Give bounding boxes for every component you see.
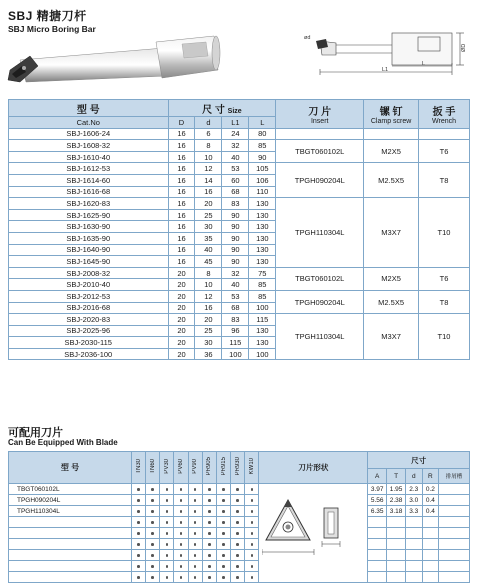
size-d-cell: 10 bbox=[195, 279, 222, 291]
size-D-cell: 16 bbox=[168, 151, 195, 163]
dim-header-d: d bbox=[406, 469, 423, 484]
size-L1-cell: 90 bbox=[222, 256, 249, 268]
dim-d-cell: 3.0 bbox=[406, 495, 423, 506]
insert-side-view-icon bbox=[322, 508, 340, 547]
compat-dot bbox=[236, 499, 239, 502]
dim-header-A: A bbox=[368, 469, 387, 484]
size-D-cell: 16 bbox=[168, 198, 195, 210]
table-row bbox=[9, 128, 470, 140]
size-D-cell: 16 bbox=[168, 244, 195, 256]
compat-dot bbox=[180, 488, 183, 491]
compat-dot bbox=[236, 554, 239, 557]
size-d-cell: 8 bbox=[195, 140, 222, 152]
size-L1-cell: 90 bbox=[222, 209, 249, 221]
insert-shape-illustration bbox=[262, 490, 354, 570]
compat-dot bbox=[251, 554, 254, 557]
compat-dot bbox=[194, 565, 197, 568]
table-row bbox=[9, 314, 470, 326]
compat-dot bbox=[194, 488, 197, 491]
boring-bar-drawing bbox=[300, 25, 476, 95]
cat-no-cell: SBJ-1608-32 bbox=[9, 140, 169, 152]
compat-dot bbox=[222, 488, 225, 491]
size-D-cell: 20 bbox=[168, 314, 195, 326]
compat-dot bbox=[166, 565, 169, 568]
blade-row bbox=[9, 506, 470, 517]
dim-chip-cell bbox=[439, 495, 470, 506]
dim-A-cell: 5.56 bbox=[368, 495, 387, 506]
blade-model-cell bbox=[9, 539, 132, 550]
compat-dot bbox=[166, 521, 169, 524]
compat-dot bbox=[194, 510, 197, 513]
size-d-cell: 36 bbox=[195, 348, 222, 360]
blade-row bbox=[9, 517, 470, 528]
size-L-cell: 106 bbox=[249, 174, 276, 186]
compat-dot bbox=[194, 543, 197, 546]
size-d-cell: 16 bbox=[195, 186, 222, 198]
size-L-cell: 130 bbox=[249, 244, 276, 256]
compat-dot bbox=[151, 565, 154, 568]
dim-R-cell: 0.2 bbox=[422, 484, 439, 495]
header-col-d: d bbox=[195, 117, 222, 129]
dim-T-cell: 2.38 bbox=[387, 495, 406, 506]
compat-dot bbox=[251, 543, 254, 546]
grade-header: KW10 bbox=[248, 458, 255, 475]
dim-chip-cell bbox=[439, 506, 470, 517]
blade-row bbox=[9, 572, 470, 583]
size-L1-cell: 83 bbox=[222, 314, 249, 326]
table-row bbox=[9, 267, 470, 279]
blade-section-title: 可配用刀片 bbox=[8, 427, 63, 439]
size-L-cell: 80 bbox=[249, 128, 276, 140]
compat-dot bbox=[180, 521, 183, 524]
cat-no-cell: SBJ-2030-115 bbox=[9, 337, 169, 349]
d-dim-label: ød bbox=[304, 35, 311, 41]
size-d-cell: 14 bbox=[195, 174, 222, 186]
insert-cell: TPGH110304L bbox=[276, 198, 364, 268]
cat-no-cell: SBJ-2036-100 bbox=[9, 348, 169, 360]
compat-dot bbox=[236, 543, 239, 546]
compat-dot bbox=[208, 554, 211, 557]
compat-dot bbox=[222, 543, 225, 546]
size-L-cell: 110 bbox=[249, 186, 276, 198]
size-L1-cell: 32 bbox=[222, 267, 249, 279]
blade-model-cell bbox=[9, 550, 132, 561]
size-L1-cell: 115 bbox=[222, 337, 249, 349]
size-L-cell: 85 bbox=[249, 290, 276, 302]
compat-dot bbox=[166, 499, 169, 502]
size-D-cell: 16 bbox=[168, 140, 195, 152]
cat-no-cell: SBJ-1606-24 bbox=[9, 128, 169, 140]
compat-dot bbox=[208, 488, 211, 491]
header-size-en: Size bbox=[227, 107, 242, 115]
size-d-cell: 45 bbox=[195, 256, 222, 268]
size-L1-cell: 90 bbox=[222, 244, 249, 256]
blade-row bbox=[9, 484, 470, 495]
blade-compat-table bbox=[8, 451, 470, 583]
blade-model-cell: TPGH110304L bbox=[9, 506, 132, 517]
insert-cell bbox=[276, 128, 364, 140]
compat-dot bbox=[180, 576, 183, 579]
table-row bbox=[9, 198, 470, 210]
compat-dot bbox=[208, 499, 211, 502]
compat-dot bbox=[251, 499, 254, 502]
boring-bar-spec-table bbox=[8, 99, 470, 360]
compat-dot bbox=[180, 554, 183, 557]
cat-no-cell: SBJ-1612-53 bbox=[9, 163, 169, 175]
compat-dot bbox=[251, 565, 254, 568]
dim-A-cell: 3.97 bbox=[368, 484, 387, 495]
size-L1-cell: 90 bbox=[222, 232, 249, 244]
size-d-cell: 6 bbox=[195, 128, 222, 140]
header-model-en: Cat.No bbox=[9, 117, 169, 129]
compat-dot bbox=[137, 521, 140, 524]
wrench-cell: T10 bbox=[419, 198, 470, 268]
blade-model-cell bbox=[9, 528, 132, 539]
insert-cell: TPGH090204L bbox=[276, 290, 364, 313]
header-insert-cn: 刀 片 bbox=[308, 106, 332, 118]
size-D-cell: 16 bbox=[168, 174, 195, 186]
dim-header-R: R bbox=[422, 469, 439, 484]
dim-chip-cell bbox=[439, 484, 470, 495]
compat-dot bbox=[180, 565, 183, 568]
blade-model-cell: TPGH090204L bbox=[9, 495, 132, 506]
size-L-cell: 85 bbox=[249, 279, 276, 291]
size-L1-cell: 68 bbox=[222, 186, 249, 198]
wrench-cell: T8 bbox=[419, 290, 470, 313]
dim-T-cell: 3.18 bbox=[387, 506, 406, 517]
size-D-cell: 20 bbox=[168, 337, 195, 349]
cat-no-cell: SBJ-1625-90 bbox=[9, 209, 169, 221]
dim-R-cell: 0.4 bbox=[422, 506, 439, 517]
size-D-cell: 20 bbox=[168, 279, 195, 291]
dim-d-cell: 2.3 bbox=[406, 484, 423, 495]
cat-no-cell: SBJ-2012-53 bbox=[9, 290, 169, 302]
screw-cell bbox=[364, 128, 419, 140]
compat-dot bbox=[208, 543, 211, 546]
compat-dot bbox=[151, 499, 154, 502]
compat-dot bbox=[208, 521, 211, 524]
size-d-cell: 20 bbox=[195, 314, 222, 326]
blade-model-cell bbox=[9, 517, 132, 528]
header-wrench-en: Wrench bbox=[432, 117, 457, 125]
size-L-cell: 130 bbox=[249, 232, 276, 244]
compat-dot bbox=[194, 576, 197, 579]
blade-row bbox=[9, 539, 470, 550]
compat-dot bbox=[137, 532, 140, 535]
compat-dot bbox=[222, 499, 225, 502]
size-L-cell: 130 bbox=[249, 256, 276, 268]
size-d-cell: 12 bbox=[195, 290, 222, 302]
size-d-cell: 30 bbox=[195, 221, 222, 233]
compat-dot bbox=[137, 565, 140, 568]
blade-row bbox=[9, 550, 470, 561]
size-D-cell: 16 bbox=[168, 256, 195, 268]
blade-header-model: 型 号 bbox=[9, 452, 132, 484]
cat-no-cell: SBJ-2025-96 bbox=[9, 325, 169, 337]
size-d-cell: 35 bbox=[195, 232, 222, 244]
header-col-L: L bbox=[249, 117, 276, 129]
grade-header: TN60 bbox=[149, 459, 156, 474]
compat-dot bbox=[251, 510, 254, 513]
compat-dot bbox=[208, 532, 211, 535]
size-L1-cell: 53 bbox=[222, 163, 249, 175]
blade-model-cell bbox=[9, 561, 132, 572]
grade-header: PR905 bbox=[206, 457, 213, 476]
compat-dot bbox=[236, 532, 239, 535]
size-D-cell: 16 bbox=[168, 128, 195, 140]
size-L-cell: 115 bbox=[249, 314, 276, 326]
insert-cell: TBGT060102L bbox=[276, 267, 364, 290]
compat-dot bbox=[194, 499, 197, 502]
size-d-cell: 40 bbox=[195, 244, 222, 256]
compat-dot bbox=[251, 521, 254, 524]
l1-dim-label: L1 bbox=[382, 67, 389, 73]
size-L1-cell: 90 bbox=[222, 221, 249, 233]
blade-model-cell: TBGT060102L bbox=[9, 484, 132, 495]
compat-dot bbox=[236, 576, 239, 579]
cat-no-cell: SBJ-1640-90 bbox=[9, 244, 169, 256]
compat-dot bbox=[137, 543, 140, 546]
size-D-cell: 16 bbox=[168, 163, 195, 175]
size-d-cell: 12 bbox=[195, 163, 222, 175]
size-L-cell: 100 bbox=[249, 348, 276, 360]
size-D-cell: 20 bbox=[168, 325, 195, 337]
blade-row bbox=[9, 561, 470, 572]
compat-dot bbox=[151, 510, 154, 513]
size-L-cell: 75 bbox=[249, 267, 276, 279]
compat-dot bbox=[151, 576, 154, 579]
cat-no-cell: SBJ-2010-40 bbox=[9, 279, 169, 291]
header-screw-en: Clamp screw bbox=[370, 117, 412, 125]
wrench-cell: T8 bbox=[419, 163, 470, 198]
compat-dot bbox=[251, 576, 254, 579]
size-L1-cell: 68 bbox=[222, 302, 249, 314]
compat-dot bbox=[166, 576, 169, 579]
cat-no-cell: SBJ-1620-83 bbox=[9, 198, 169, 210]
compat-dot bbox=[251, 488, 254, 491]
header-screw-cn: 镙 钉 bbox=[379, 106, 403, 118]
cat-no-cell: SBJ-1645-90 bbox=[9, 256, 169, 268]
grade-header: PR930 bbox=[234, 457, 241, 476]
screw-cell: M2.5X5 bbox=[364, 163, 419, 198]
size-d-cell: 30 bbox=[195, 337, 222, 349]
insert-cell: TPGH110304L bbox=[276, 314, 364, 360]
size-d-cell: 20 bbox=[195, 198, 222, 210]
compat-dot bbox=[166, 543, 169, 546]
cat-no-cell: SBJ-2020-83 bbox=[9, 314, 169, 326]
compat-dot bbox=[222, 576, 225, 579]
size-D-cell: 20 bbox=[168, 302, 195, 314]
size-L-cell: 130 bbox=[249, 337, 276, 349]
size-d-cell: 8 bbox=[195, 267, 222, 279]
size-L1-cell: 24 bbox=[222, 128, 249, 140]
compat-dot bbox=[222, 510, 225, 513]
cat-no-cell: SBJ-1610-40 bbox=[9, 151, 169, 163]
header-model-cn: 型 号 bbox=[76, 104, 100, 116]
l-dim-label: L bbox=[422, 61, 426, 67]
D-dim-label: ØD bbox=[461, 43, 467, 52]
table-row bbox=[9, 163, 470, 175]
compat-dot bbox=[137, 554, 140, 557]
size-D-cell: 16 bbox=[168, 186, 195, 198]
size-D-cell: 16 bbox=[168, 221, 195, 233]
dim-header-chip: 排屑槽 bbox=[439, 469, 470, 484]
size-d-cell: 25 bbox=[195, 209, 222, 221]
wrench-cell: T6 bbox=[419, 140, 470, 163]
size-L-cell: 90 bbox=[249, 151, 276, 163]
size-d-cell: 16 bbox=[195, 302, 222, 314]
compat-dot bbox=[166, 488, 169, 491]
compat-dot bbox=[236, 521, 239, 524]
compat-dot bbox=[180, 510, 183, 513]
size-D-cell: 20 bbox=[168, 267, 195, 279]
header-col-D: D bbox=[168, 117, 195, 129]
grade-header: PV60 bbox=[178, 459, 185, 474]
size-L1-cell: 100 bbox=[222, 348, 249, 360]
size-L1-cell: 32 bbox=[222, 140, 249, 152]
blade-model-cell bbox=[9, 572, 132, 583]
compat-dot bbox=[222, 554, 225, 557]
size-L-cell: 130 bbox=[249, 198, 276, 210]
page-title: SBJ 精搪刀杆 bbox=[8, 9, 87, 23]
size-L1-cell: 53 bbox=[222, 290, 249, 302]
grade-header: PV90 bbox=[192, 459, 199, 474]
insert-cell: TPGH090204L bbox=[276, 163, 364, 198]
cat-no-cell: SBJ-1635-90 bbox=[9, 232, 169, 244]
wrench-cell bbox=[419, 128, 470, 140]
compat-dot bbox=[194, 521, 197, 524]
compat-dot bbox=[194, 532, 197, 535]
compat-dot bbox=[222, 521, 225, 524]
compat-dot bbox=[180, 543, 183, 546]
screw-cell: M3X7 bbox=[364, 198, 419, 268]
wrench-cell: T6 bbox=[419, 267, 470, 290]
compat-dot bbox=[137, 510, 140, 513]
cat-no-cell: SBJ-1614-60 bbox=[9, 174, 169, 186]
compat-dot bbox=[222, 565, 225, 568]
compat-dot bbox=[137, 499, 140, 502]
table-row bbox=[9, 140, 470, 152]
dim-header-T: T bbox=[387, 469, 406, 484]
dim-A-cell: 6.35 bbox=[368, 506, 387, 517]
table-row bbox=[9, 290, 470, 302]
compat-dot bbox=[208, 510, 211, 513]
insert-cell: TBGT060102L bbox=[276, 140, 364, 163]
cat-no-cell: SBJ-1616-68 bbox=[9, 186, 169, 198]
size-L-cell: 130 bbox=[249, 221, 276, 233]
compat-dot bbox=[236, 565, 239, 568]
size-L-cell: 130 bbox=[249, 325, 276, 337]
header-insert-en: Insert bbox=[310, 117, 329, 125]
compat-dot bbox=[180, 532, 183, 535]
grade-header: TN30 bbox=[135, 459, 142, 474]
header-col-L1: L1 bbox=[222, 117, 249, 129]
screw-cell: M3X7 bbox=[364, 314, 419, 360]
compat-dot bbox=[151, 532, 154, 535]
blade-row bbox=[9, 528, 470, 539]
blade-header-shape: 刀片形状 bbox=[259, 452, 368, 484]
size-L1-cell: 40 bbox=[222, 279, 249, 291]
screw-cell: M2.5X5 bbox=[364, 290, 419, 313]
compat-dot bbox=[194, 554, 197, 557]
compat-dot bbox=[137, 488, 140, 491]
compat-dot bbox=[166, 510, 169, 513]
page-subtitle: SBJ Micro Boring Bar bbox=[8, 24, 96, 34]
compat-dot bbox=[151, 488, 154, 491]
blade-row bbox=[9, 495, 470, 506]
boring-bar-photo bbox=[6, 34, 226, 94]
size-D-cell: 16 bbox=[168, 209, 195, 221]
compat-dot bbox=[166, 532, 169, 535]
size-L-cell: 105 bbox=[249, 163, 276, 175]
wrench-cell: T10 bbox=[419, 314, 470, 360]
cat-no-cell: SBJ-2016-68 bbox=[9, 302, 169, 314]
header-size-cn: 尺 寸 bbox=[202, 104, 225, 116]
compat-dot bbox=[251, 532, 254, 535]
compat-dot bbox=[236, 510, 239, 513]
compat-dot bbox=[208, 576, 211, 579]
size-d-cell: 10 bbox=[195, 151, 222, 163]
compat-dot bbox=[151, 543, 154, 546]
compat-dot bbox=[151, 554, 154, 557]
cat-no-cell: SBJ-1630-90 bbox=[9, 221, 169, 233]
size-d-cell: 25 bbox=[195, 325, 222, 337]
compat-dot bbox=[236, 488, 239, 491]
screw-cell: M2X5 bbox=[364, 267, 419, 290]
header-wrench-cn: 扳 手 bbox=[432, 106, 456, 118]
compat-dot bbox=[208, 565, 211, 568]
size-L-cell: 100 bbox=[249, 302, 276, 314]
size-D-cell: 20 bbox=[168, 290, 195, 302]
dim-R-cell: 0.4 bbox=[422, 495, 439, 506]
size-D-cell: 16 bbox=[168, 232, 195, 244]
grade-header: PV30 bbox=[163, 459, 170, 474]
grade-header: PR915 bbox=[220, 457, 227, 476]
compat-dot bbox=[222, 532, 225, 535]
size-L-cell: 130 bbox=[249, 209, 276, 221]
triangle-insert-icon bbox=[266, 500, 310, 540]
compat-dot bbox=[151, 521, 154, 524]
size-L1-cell: 83 bbox=[222, 198, 249, 210]
size-L1-cell: 96 bbox=[222, 325, 249, 337]
size-D-cell: 20 bbox=[168, 348, 195, 360]
compat-dot bbox=[137, 576, 140, 579]
dim-d-cell: 3.3 bbox=[406, 506, 423, 517]
dim-T-cell: 1.95 bbox=[387, 484, 406, 495]
compat-dot bbox=[166, 554, 169, 557]
size-L1-cell: 40 bbox=[222, 151, 249, 163]
cat-no-cell: SBJ-2008-32 bbox=[9, 267, 169, 279]
screw-cell: M2X5 bbox=[364, 140, 419, 163]
blade-header-size: 尺寸 bbox=[368, 452, 470, 469]
size-L-cell: 85 bbox=[249, 140, 276, 152]
blade-section-subtitle: Can Be Equipped With Blade bbox=[8, 438, 118, 447]
compat-dot bbox=[180, 499, 183, 502]
size-L1-cell: 60 bbox=[222, 174, 249, 186]
